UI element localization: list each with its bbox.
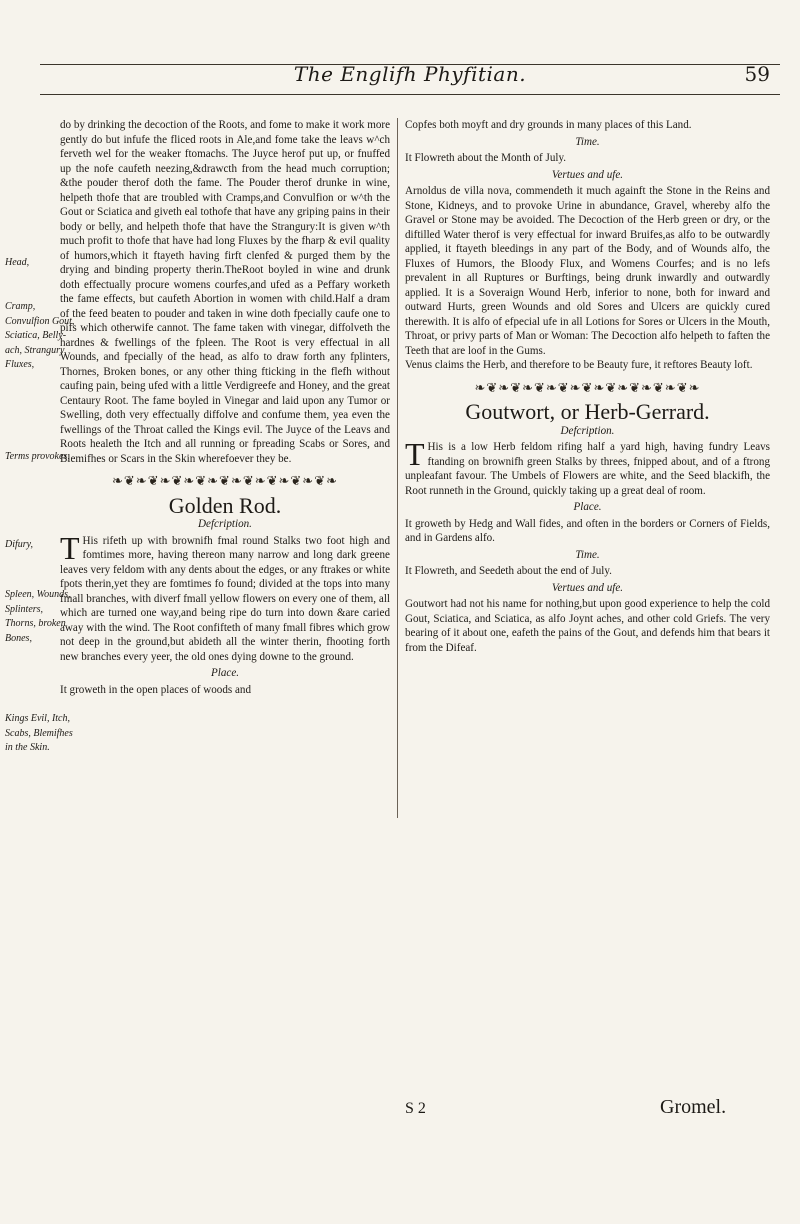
golden-rod-description — [60, 529, 390, 665]
section-title-golden-rod: Golden Rod. — [168, 492, 282, 518]
goutwort-vertues-heading: Vertues and ufe. — [551, 581, 624, 594]
column-divider — [397, 118, 398, 818]
right-column — [405, 118, 770, 655]
dropcap-goutwort: T — [405, 436, 425, 472]
goutwort-description — [405, 436, 770, 498]
golden-rod-vertues-text: Arnoldus de villa nova, commendeth it much againft the Stone in the Reins and Stone, Kidneys, and to provoke Urine in abundance, Gravel, whereby alfo the Gravel or Stone may be avoided. The Decoction of the Herb green or dry, or the diftilled Water therof is very effectual for inward Bruifes,as alfo to be outwardly applied, it ftayeth bleedings in any part of the Body, and of Wounds alfo, the Fluxes of Humors, the Bloody Flux, and Womens Courfes; and is no lefs prevalent in all Ruptures or Burftings, being drunk inwardly and outwardly applied. It is a Soveraign Wound Herb, inferior to none, both for inward and outward Hurts, green Wounds and old Sores and Ulcers are quickly cured therewith. It is alfo of efpecial ufe in all Lotions for Sores or Ulcers in the Mouth, Throat, or privy parts of Man or Woman: The Decoction alfo helpeth to faften the Teeth that are loof in the Gums. — [405, 185, 770, 357]
golden-rod-venus-text: Venus claims the Herb, and therefore to be Beauty fure, it reftores Beauty loft. — [405, 359, 753, 371]
catchword: Gromel. — [660, 1096, 727, 1118]
description-heading: Defcription. — [198, 518, 252, 530]
time-heading: Time. — [575, 135, 600, 148]
header-rule-bottom — [40, 94, 780, 95]
margin-note-head: Head, — [5, 257, 30, 268]
place-heading: Place. — [210, 667, 240, 679]
goutwort-time-heading: Time. — [575, 548, 600, 561]
page-number: 59 — [744, 62, 770, 86]
dropcap: T — [60, 529, 80, 566]
goutwort-place-text: It groweth by Hedg and Wall fides, and often in the borders or Corners of Fields, and in Gardens alfo. — [405, 517, 770, 544]
vertues-heading: Vertues and ufe. — [551, 168, 624, 181]
golden-rod-place-text: It groweth in the open places of woods and — [60, 683, 252, 696]
header-rule-top — [40, 64, 780, 65]
goutwort-time-text: It Flowreth, and Seedeth about the end of July. — [405, 565, 612, 577]
golden-rod-place-continued: Copfes both moyft and dry grounds in many places of this Land. — [405, 119, 692, 131]
signature-mark: S 2 — [405, 1100, 426, 1117]
margin-note-cramp: Cramp, Convulfion Gout, Sciatica, Belly-ach, Strangury, Fluxes, — [5, 301, 75, 370]
goutwort-vertues-text: Goutwort had not his name for nothing,but upon good experience to help the cold Gout, Sciatica, and Sciatica, as alfo Joynt aches, and other cold Griefs. The very bearing of it about one, eafeth the pains of the Gout, and defends him that bears it from the Difeaf. — [405, 598, 770, 654]
running-title: The Englifh Phyfitian. — [293, 62, 527, 86]
margin-note-difury: Difury, — [5, 539, 34, 550]
goutwort-place-heading: Place. — [573, 501, 602, 513]
margin-note-spleen: Spleen, Wounds, Splinters, Thorns, broken Bones, — [5, 589, 71, 644]
section-title-goutwort: Goutwort, or Herb-Gerrard. — [465, 399, 710, 424]
ornament-band: ❧❦❧❦❧❦❧❦❧❦❧❦❧❦❧❦❧❦❧ — [112, 473, 338, 488]
goldenrod-continued-text: do by drinking the decoction of the Roots, and fome to make it work more gently do but infufe the fliced roots in Ale,and fome take the leavs w^ch ferveth wel for the weaker ftomachs. The Juyce herof put up, or fnuffed up the nofe caufeth neezing,&drawcth from the head much corruption; &the pouder therof doth the fame. The Pouder therof drunke in wine, helpeth thofe that are troubled with Cramps,and Convulfion or w^th the Gout or Sciatica and giveth eal tothofe that have any griping pains in their body or belly, and helpeth thofe that have the Strangury:It is given w^th much profit to thofe that have had long Fluxes by the fharp & evil quality of humors,which it ftayeth having firft clenfed & purged them by the drying and binding property therin.TheRoot boyled in wine and drunk doth effectually procure womens courfes,and ufed as a Peffary worketh the fame effects, but caufeth Abortion in women with child.Half a dram of the feed beaten to pouder and taken in wine doth fpecially caufe one to pifs which otherwife cannot. The fame taken with vinegar, diffolveth the hardnes & fwellings of the fpleen. The Root is very effectual in all Wounds, and fpecially of the head, as alfo to draw forth any fplinters, Thornes, Broken bones, or any other thing fticking in the flefh without caufing pain, being ufed with a little Verdigreefe and Honey, and the great Centaury Root. The fame boyled in Vinegar and laid upon any Tumor or Swelling, doth very effectually diffolve and confume them, yea even the fwellings of the Throat called the Kings evil. The Juyce of the Leavs and Roots healeth the Itch and all running or fpreading Scabs or Sores, and Blemifhes or Scars in the Skin wherefoever they be. — [60, 119, 390, 465]
goutwort-description-heading: Defcription. — [560, 424, 615, 437]
goutwort-description-text: His is a low Herb feldom rifing half a yard high, having fundry Leavs ftanding on brownifh green Stalks by threes, fnipped about, and of a ftrong unpleafant favour. The Umbels of Flowers are white, and the Seed blackifh, the Root runneth in the Ground, quickly taking up a great deal of room. — [405, 441, 770, 497]
left-column — [60, 118, 390, 697]
margin-note-terms: Terms provokes, — [5, 451, 70, 462]
ornament-band-right: ❧❦❧❦❧❦❧❦❧❦❧❦❧❦❧❦❧❦❧ — [474, 379, 701, 395]
margin-note-kings-evil: Kings Evil, Itch, Scabs, Blemifhes in the Skin. — [5, 713, 73, 753]
running-header — [40, 40, 780, 90]
golden-rod-description-text: His rifeth up with brownifh fmal round Stalks two foot high and fomtimes more, having thereon many narrow and long dark greene leaves very feldom with any dents about the edges, or any ftrakes or white fpots therin,yet they are fomtimes fo found; divided at the tops into many fmall branches, with diverf fmall yellow flowers on every one of them, all which are turned one way,and being ripe do turn into down &are caried away with the wind. The Root confifteth of many fmall fibres which grow not deep in the ground,but abideth all the winter therin, fhooting forth new branches every yeer, the old ones dying downe to the ground. — [60, 534, 390, 663]
golden-rod-time-text: It Flowreth about the Month of July. — [405, 152, 567, 164]
